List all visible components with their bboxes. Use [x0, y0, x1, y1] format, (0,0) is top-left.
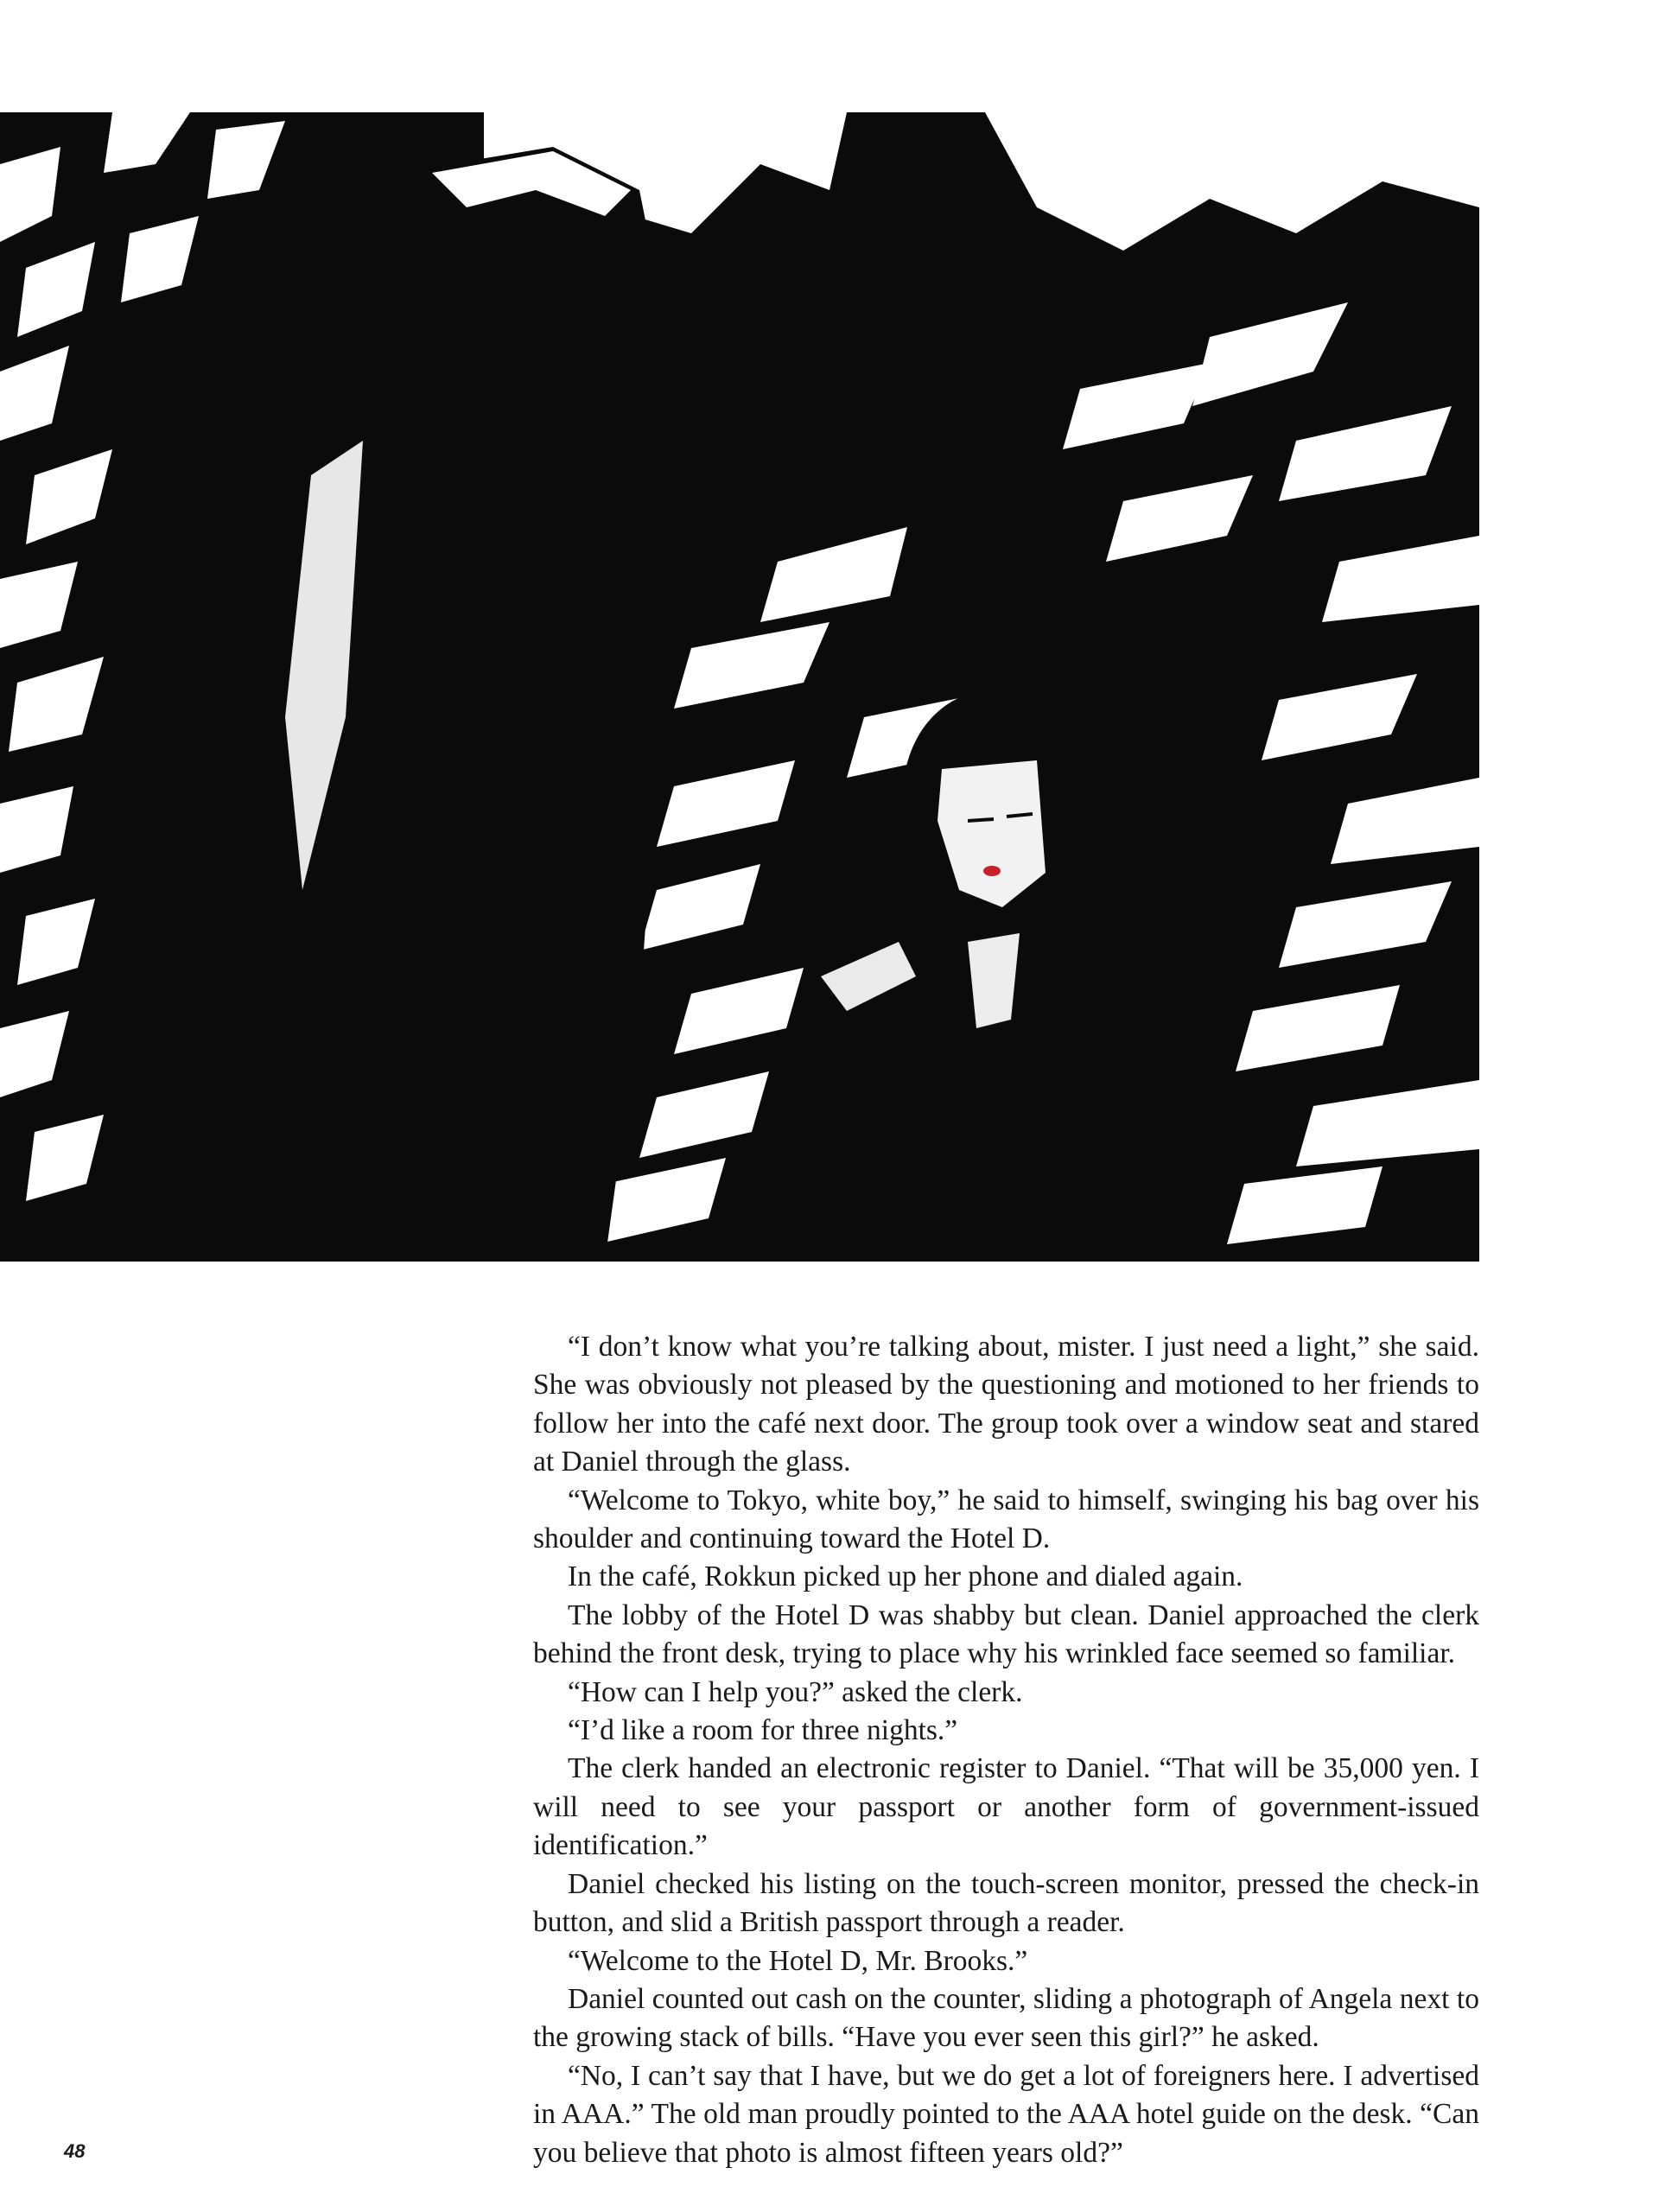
paragraph: The lobby of the Hotel D was shabby but clean. Daniel approached the clerk behind the front desk, trying to place why his wrinkled face seemed so familiar.: [533, 1599, 1479, 1670]
illustration-artwork: [0, 112, 1479, 1262]
paragraph: “I don’t know what you’re talking about, mister. I just need a light,” she said. She was obviously not pleased by the questioning and motioned to her friends to follow her into the café next door. The group took over a window seat and stared at Daniel through the glass.: [533, 1331, 1479, 1478]
paragraph: “Welcome to Tokyo, white boy,” he said to himself, swinging his bag over his shoulder and continuing toward the Hotel D.: [533, 1484, 1479, 1555]
paragraph: Daniel counted out cash on the counter, sliding a photograph of Angela next to the growing stack of bills. “Have you ever seen this girl?” he asked.: [533, 1982, 1479, 2054]
paragraph: “No, I can’t say that I have, but we do get a lot of foreigners here. I advertised in AAA.” The old man proudly pointed to the AAA hotel guide on the desk. “Can you believe that photo is almost fifteen years old?”: [533, 2059, 1479, 2169]
page-number: 48: [64, 2140, 86, 2162]
paragraph: “I’d like a room for three nights.”: [568, 1714, 958, 1747]
body-text: [533, 1328, 1479, 2172]
ink-illustration: [0, 112, 1479, 1262]
paragraph: Daniel checked his listing on the touch-screen monitor, pressed the check-in button, and slid a British passport through a reader.: [533, 1867, 1479, 1939]
paragraph: “Welcome to the Hotel D, Mr. Brooks.”: [568, 1944, 1028, 1977]
paragraph: In the café, Rokkun picked up her phone and dialed again.: [568, 1560, 1243, 1593]
paragraph: “How can I help you?” asked the clerk.: [568, 1675, 1023, 1708]
paragraph: The clerk handed an electronic register to Daniel. “That will be 35,000 yen. I will need to see your passport or another form of government-issued identification.”: [533, 1752, 1479, 1862]
